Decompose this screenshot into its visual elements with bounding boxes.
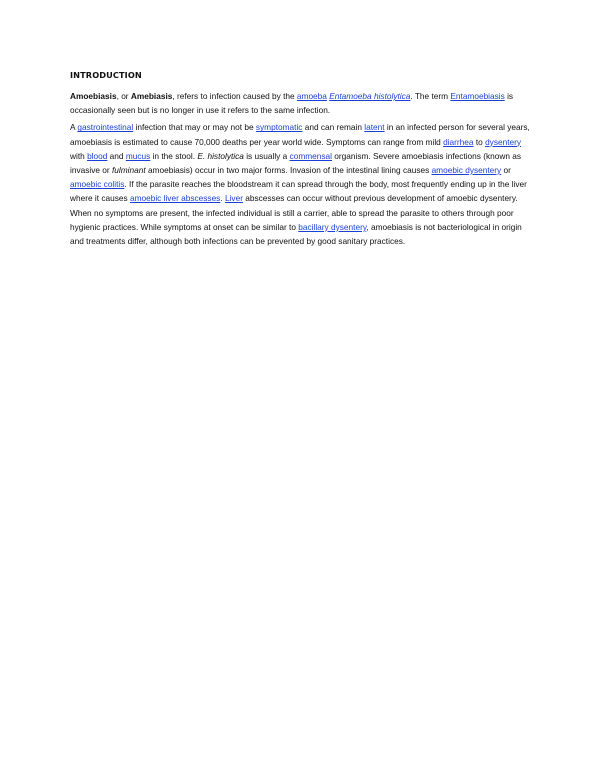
term-amoebiasis: Amoebiasis [70,91,117,101]
text-span: and [107,150,126,161]
term-fulminant: fulminant [111,165,146,176]
link-amoebic-dysentery[interactable]: amoebic dysentery [431,165,502,176]
text-span: and can remain [302,122,365,133]
body-paragraph [70,120,535,248]
link-entamoeba-histolytica[interactable] [329,91,410,101]
text-span: , refers to infection caused by the [172,91,297,101]
link-liver[interactable]: Liver [224,193,243,204]
link-gastrointestinal[interactable]: gastrointestinal [77,122,134,133]
text-span: is usually a [243,150,290,161]
link-diarrhea[interactable]: diarrhea [443,136,474,147]
link-amoebic-liver-abscesses[interactable]: amoebic liver abscesses [129,193,221,204]
text-span: or [501,165,511,176]
link-dysentery[interactable]: dysentery [485,136,522,147]
link-entamoebiasis[interactable]: Entamoebiasis [450,91,505,101]
text-span: infection that may or may not be [133,122,256,133]
text-span: . The term [410,91,451,101]
text-span: A [70,122,78,133]
text-span: organism. Severe amoebiasis infections (known as invasive or [70,150,522,176]
text-span: is occasionally seen but is no longer in use it refers to the same infection. [70,91,514,116]
text-span: , amoebiasis is not bacteriological in origin and treatments differ, although both infections can be prevented by good sanitary practices. [70,221,522,247]
text-span: in the stool. [150,150,198,161]
link-amoeba[interactable]: amoeba [296,91,327,101]
document-page [70,70,535,251]
species-name: E. histolytica [197,150,244,161]
link-blood[interactable]: blood [87,150,108,161]
link-commensal[interactable]: commensal [289,150,332,161]
text-span: abscesses can occur without previous development of amoebic dysentery. When no symptoms are present, the infected individual is still a carrier, able to spread the parasite to others through poor hygienic practices. While symptoms at onset can be similar to [70,193,518,232]
link-symptomatic[interactable]: symptomatic [255,122,303,133]
text-span: , or [116,91,131,101]
intro-paragraph [70,89,535,117]
link-mucus[interactable]: mucus [125,150,151,161]
link-text: Entamoeba histolytica [329,91,411,101]
text-span: . If the parasite reaches the bloodstream it can spread through the body, most frequently ending up in the liver where it causes [70,179,527,204]
term-amebiasis: Amebiasis [130,91,173,101]
text-span: amoebiasis) occur in two major forms. Invasion of the intestinal lining causes [145,165,432,176]
section-heading: INTRODUCTION [70,70,142,80]
link-latent[interactable]: latent [364,122,385,133]
link-bacillary-dysentery[interactable]: bacillary dysentery [298,221,367,232]
text-span: in an infected person for several years, amoebiasis is estimated to cause 70,000 deaths per year world wide. Symptoms can range from mild [70,122,530,147]
link-amoebic-colitis[interactable]: amoebic colitis [70,179,125,190]
text-span: with [70,150,88,161]
text-span: . [220,193,225,204]
text-span: to [473,136,486,147]
